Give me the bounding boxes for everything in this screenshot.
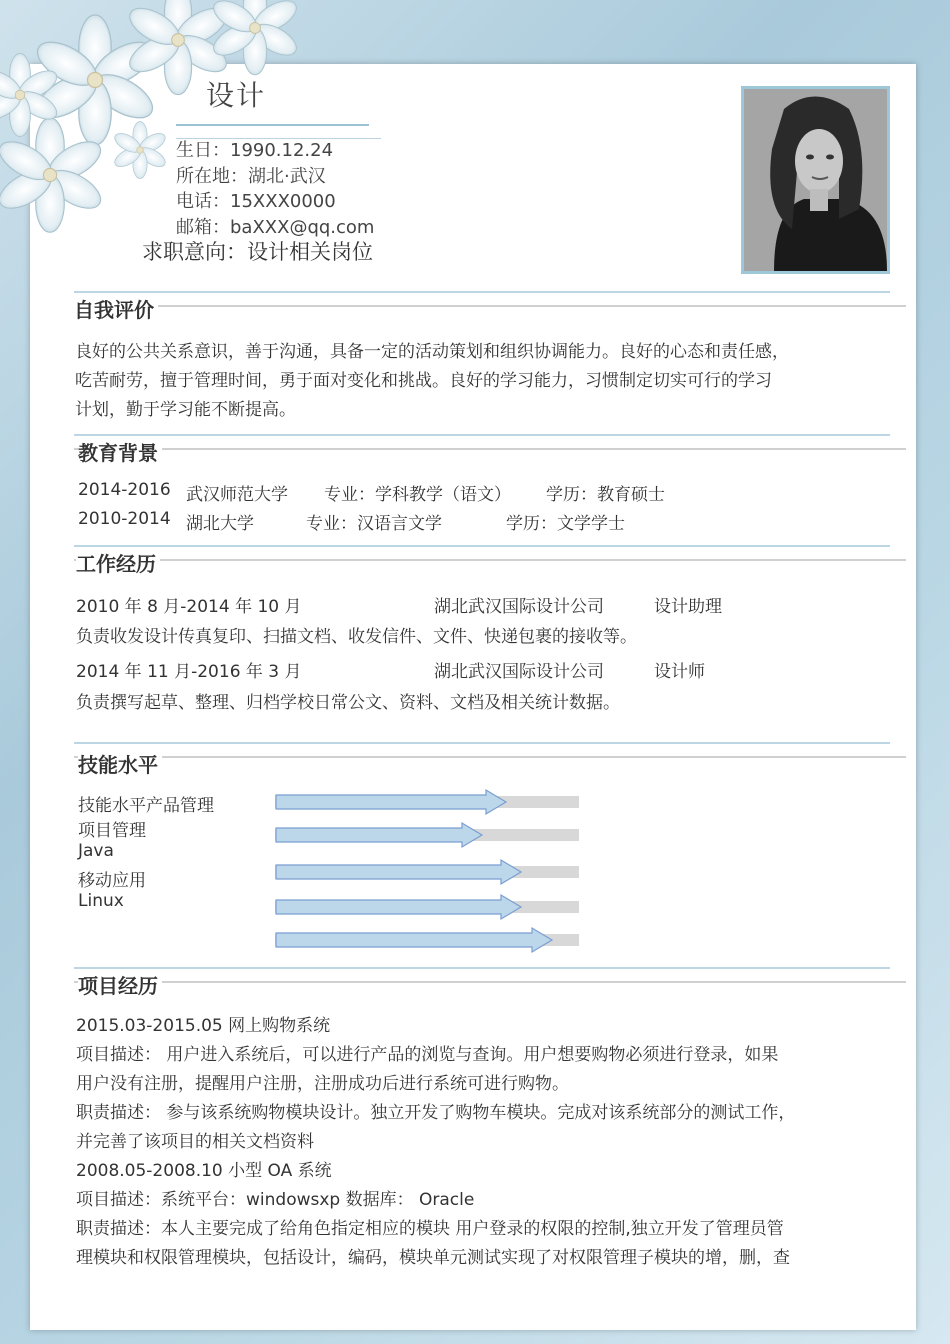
- skill-label: Linux: [78, 891, 124, 911]
- edu-period: 2010-2014: [78, 509, 171, 529]
- job-intent: 求职意向：设计相关岗位: [142, 240, 373, 264]
- project-line: 并完善了该项目的相关文档资料: [76, 1132, 314, 1152]
- section-divider-bottom: [74, 448, 906, 450]
- job-company: 湖北武汉国际设计公司: [434, 597, 604, 617]
- project-line: 职责描述：本人主要完成了给角色指定相应的模块 用户登录的权限的控制,独立开发了管理员管: [76, 1219, 784, 1239]
- project-line: 项目描述：系统平台：windowsxp 数据库： Oracle: [76, 1190, 475, 1210]
- section-divider-bottom: [74, 305, 906, 307]
- section-divider-top: [74, 434, 890, 436]
- job-desc: 负责撰写起草、整理、归档学校日常公文、资料、文档及相关统计数据。: [76, 693, 620, 713]
- job-role: 设计助理: [654, 597, 722, 617]
- job-period: 2010 年 8 月-2014 年 10 月: [76, 597, 302, 617]
- project-line: 职责描述： 参与该系统购物模块设计。独立开发了购物车模块。完成对该系统部分的测试工作，: [76, 1103, 796, 1123]
- section-title-work: 工作经历: [76, 548, 160, 577]
- section-divider-top: [74, 545, 890, 547]
- skill-label: 技能水平产品管理: [78, 796, 214, 816]
- self-eval-line: 良好的公共关系意识，善于沟通，具备一定的活动策划和组织协调能力。良好的心态和责任感，: [75, 342, 789, 362]
- candidate-name: 设计: [206, 79, 267, 112]
- section-divider-top: [74, 742, 890, 744]
- phone: 电话：15XXX0000: [176, 191, 336, 212]
- projects-text: [76, 1012, 906, 1273]
- skill-bar-arrow: [275, 858, 523, 886]
- section-divider-bottom: [74, 756, 906, 758]
- project-line: 用户没有注册，提醒用户注册，注册成功后进行系统可进行购物。: [76, 1074, 569, 1094]
- skill-bar-arrow: [275, 893, 523, 921]
- edu-period: 2014-2016: [78, 480, 171, 500]
- project-line: 2008.05-2008.10 小型 OA 系统: [76, 1161, 332, 1181]
- project-line: 项目描述： 用户进入系统后，可以进行产品的浏览与查询。用户想要购物必须进行登录，如果: [76, 1045, 779, 1065]
- section-divider-top: [74, 291, 890, 293]
- edu-school: 湖北大学: [186, 514, 254, 534]
- section-title-self-eval: 自我评价: [74, 294, 158, 323]
- job-period: 2014 年 11 月-2016 年 3 月: [76, 662, 302, 682]
- skill-bar-arrow: [275, 821, 484, 849]
- job-desc: 负责收发设计传真复印、扫描文档、收发信件、文件、快递包裹的接收等。: [76, 627, 637, 647]
- section-divider-top: [74, 967, 890, 969]
- edu-major: 专业：汉语言文学: [306, 514, 442, 534]
- self-eval-line: 吃苦耐劳，擅于管理时间，勇于面对变化和挑战。良好的学习能力，习惯制定切实可行的学习: [75, 371, 772, 391]
- project-line: 理模块和权限管理模块，包括设计，编码，模块单元测试实现了对权限管理子模块的增，删，查: [76, 1248, 790, 1268]
- edu-degree: 学历：教育硕士: [546, 485, 665, 505]
- section-title-education: 教育背景: [78, 437, 162, 466]
- edu-degree: 学历：文学学士: [506, 514, 625, 534]
- section-title-projects: 项目经历: [78, 970, 162, 999]
- portrait-icon: [744, 89, 887, 271]
- edu-school: 武汉师范大学: [186, 485, 288, 505]
- section-title-skills: 技能水平: [78, 749, 162, 778]
- skill-label: 移动应用: [78, 871, 146, 891]
- job-company: 湖北武汉国际设计公司: [434, 662, 604, 682]
- edu-major: 专业：学科教学（语文）: [324, 485, 511, 505]
- name-underline: [176, 124, 369, 126]
- self-eval-text: [75, 338, 895, 425]
- skill-bar-arrow: [275, 788, 508, 816]
- location: 所在地：湖北·武汉: [176, 166, 326, 187]
- skill-bar-arrow: [275, 926, 554, 954]
- project-line: 2015.03-2015.05 网上购物系统: [76, 1016, 331, 1036]
- section-divider-bottom: [74, 559, 906, 561]
- job-role: 设计师: [654, 662, 705, 682]
- skill-label: 项目管理: [78, 821, 146, 841]
- email: 邮箱：baXXX@qq.com: [176, 217, 375, 238]
- skill-label: Java: [78, 841, 114, 861]
- self-eval-line: 计划，勤于学习能不断提高。: [75, 400, 296, 420]
- birthday: 生日：1990.12.24: [176, 140, 334, 161]
- section-divider-bottom: [74, 981, 906, 983]
- profile-photo: [741, 86, 890, 274]
